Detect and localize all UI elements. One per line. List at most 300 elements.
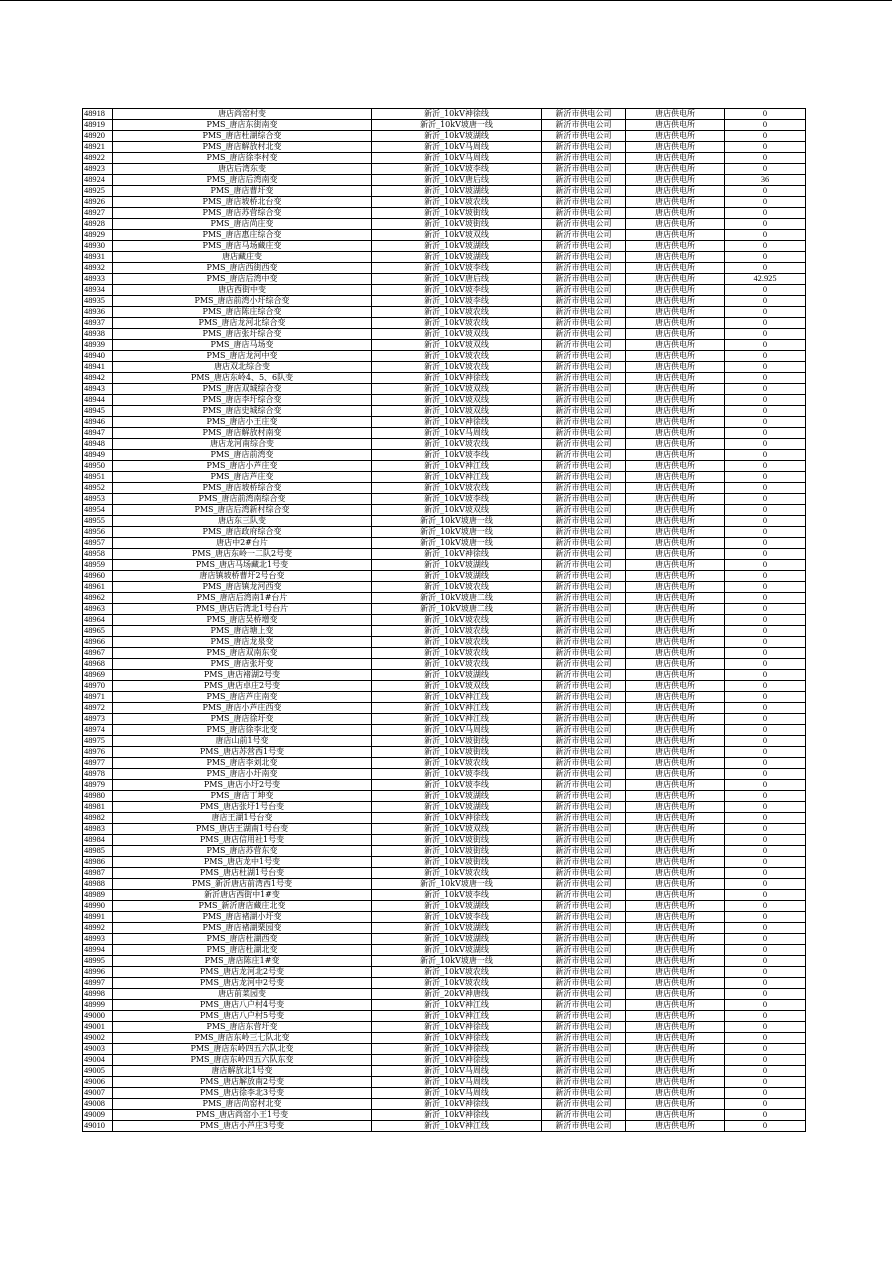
transformer-name-cell: 唐店东三队变 bbox=[113, 516, 372, 527]
row-id-cell: 48996 bbox=[83, 967, 113, 978]
value-cell: 0 bbox=[725, 593, 806, 604]
company-cell: 新沂市供电公司 bbox=[542, 1000, 626, 1011]
value-cell: 0 bbox=[725, 263, 806, 274]
feeder-line-cell: 新沂_10kV坡湖线 bbox=[372, 901, 542, 912]
value-cell: 0 bbox=[725, 417, 806, 428]
station-cell: 唐店供电所 bbox=[626, 384, 725, 395]
table-row bbox=[83, 571, 806, 582]
transformer-name-cell: PMS_唐店小芦庄西变 bbox=[113, 703, 372, 714]
value-cell: 0 bbox=[725, 934, 806, 945]
feeder-line-cell: 新沂_10kV坡湖线 bbox=[372, 560, 542, 571]
table-row bbox=[83, 560, 806, 571]
company-cell: 新沂市供电公司 bbox=[542, 780, 626, 791]
feeder-line-cell: 新沂_10kV坡湖线 bbox=[372, 934, 542, 945]
transformer-name-cell: PMS_唐店芦庄变 bbox=[113, 472, 372, 483]
transformer-name-cell: PMS_唐店八户村4号变 bbox=[113, 1000, 372, 1011]
station-cell: 唐店供电所 bbox=[626, 1077, 725, 1088]
feeder-line-cell: 新沂_10kV坡湖线 bbox=[372, 670, 542, 681]
table-row bbox=[83, 428, 806, 439]
row-id-cell: 48921 bbox=[83, 142, 113, 153]
transformer-name-cell: PMS_唐店后湾中变 bbox=[113, 274, 372, 285]
value-cell: 0 bbox=[725, 923, 806, 934]
value-cell: 0 bbox=[725, 450, 806, 461]
table-row bbox=[83, 197, 806, 208]
row-id-cell: 48956 bbox=[83, 527, 113, 538]
row-id-cell: 48918 bbox=[83, 109, 113, 120]
transformer-name-cell: PMS_唐店史城综合变 bbox=[113, 406, 372, 417]
value-cell: 0 bbox=[725, 824, 806, 835]
row-id-cell: 48927 bbox=[83, 208, 113, 219]
row-id-cell: 48944 bbox=[83, 395, 113, 406]
value-cell: 0 bbox=[725, 1033, 806, 1044]
station-cell: 唐店供电所 bbox=[626, 901, 725, 912]
row-id-cell: 48971 bbox=[83, 692, 113, 703]
transformer-name-cell: PMS_唐店徐李村变 bbox=[113, 153, 372, 164]
table-row bbox=[83, 538, 806, 549]
transformer-name-cell: PMS_唐店龙河中变 bbox=[113, 351, 372, 362]
table-row bbox=[83, 692, 806, 703]
value-cell: 0 bbox=[725, 351, 806, 362]
table-row bbox=[83, 901, 806, 912]
row-id-cell: 48983 bbox=[83, 824, 113, 835]
table-row bbox=[83, 923, 806, 934]
table-row bbox=[83, 967, 806, 978]
station-cell: 唐店供电所 bbox=[626, 1088, 725, 1099]
table-row bbox=[83, 307, 806, 318]
table-row bbox=[83, 890, 806, 901]
station-cell: 唐店供电所 bbox=[626, 978, 725, 989]
row-id-cell: 48935 bbox=[83, 296, 113, 307]
row-id-cell: 48943 bbox=[83, 384, 113, 395]
value-cell: 0 bbox=[725, 1066, 806, 1077]
value-cell: 0 bbox=[725, 505, 806, 516]
company-cell: 新沂市供电公司 bbox=[542, 802, 626, 813]
company-cell: 新沂市供电公司 bbox=[542, 1044, 626, 1055]
value-cell: 0 bbox=[725, 186, 806, 197]
value-cell: 0 bbox=[725, 879, 806, 890]
feeder-line-cell: 新沂_10kV神江线 bbox=[372, 1000, 542, 1011]
table-row bbox=[83, 373, 806, 384]
company-cell: 新沂市供电公司 bbox=[542, 978, 626, 989]
value-cell: 0 bbox=[725, 1011, 806, 1022]
table-row bbox=[83, 648, 806, 659]
value-cell: 0 bbox=[725, 758, 806, 769]
feeder-line-cell: 新沂_10kV坡唐一线 bbox=[372, 879, 542, 890]
transformer-name-cell: PMS_唐店解放南2号变 bbox=[113, 1077, 372, 1088]
value-cell: 0 bbox=[725, 956, 806, 967]
row-id-cell: 48998 bbox=[83, 989, 113, 1000]
value-cell: 0 bbox=[725, 252, 806, 263]
feeder-line-cell: 新沂_10kV坡湖线 bbox=[372, 791, 542, 802]
table-row bbox=[83, 1022, 806, 1033]
transformer-name-cell: PMS_唐店八户村5号变 bbox=[113, 1011, 372, 1022]
table-row bbox=[83, 1110, 806, 1121]
transformer-name-cell: PMS_唐店卓庄2号变 bbox=[113, 681, 372, 692]
row-id-cell: 48969 bbox=[83, 670, 113, 681]
company-cell: 新沂市供电公司 bbox=[542, 274, 626, 285]
feeder-line-cell: 新沂_10kV坡农线 bbox=[372, 868, 542, 879]
feeder-line-cell: 新沂_10kV神徐线 bbox=[372, 373, 542, 384]
transformer-name-cell: PMS_唐店前湾小圩综合变 bbox=[113, 296, 372, 307]
transformer-name-cell: PMS_唐店龙中1号变 bbox=[113, 857, 372, 868]
transformer-name-cell: 唐店前菜园变 bbox=[113, 989, 372, 1000]
value-cell: 0 bbox=[725, 714, 806, 725]
value-cell: 0 bbox=[725, 769, 806, 780]
company-cell: 新沂市供电公司 bbox=[542, 175, 626, 186]
transformer-name-cell: PMS_唐店小芦庄变 bbox=[113, 461, 372, 472]
feeder-line-cell: 新沂_10kV坡湖线 bbox=[372, 252, 542, 263]
company-cell: 新沂市供电公司 bbox=[542, 219, 626, 230]
station-cell: 唐店供电所 bbox=[626, 1121, 725, 1132]
feeder-line-cell: 新沂_10kV马周线 bbox=[372, 1088, 542, 1099]
table-row bbox=[83, 230, 806, 241]
feeder-line-cell: 新沂_10kV坡农线 bbox=[372, 318, 542, 329]
station-cell: 唐店供电所 bbox=[626, 736, 725, 747]
table-row bbox=[83, 472, 806, 483]
company-cell: 新沂市供电公司 bbox=[542, 120, 626, 131]
value-cell: 0 bbox=[725, 362, 806, 373]
table-row bbox=[83, 1121, 806, 1132]
company-cell: 新沂市供电公司 bbox=[542, 934, 626, 945]
table-row bbox=[83, 879, 806, 890]
value-cell: 0 bbox=[725, 219, 806, 230]
station-cell: 唐店供电所 bbox=[626, 241, 725, 252]
station-cell: 唐店供电所 bbox=[626, 967, 725, 978]
transformer-name-cell: PMS_唐店小圩南变 bbox=[113, 769, 372, 780]
company-cell: 新沂市供电公司 bbox=[542, 230, 626, 241]
row-id-cell: 49007 bbox=[83, 1088, 113, 1099]
feeder-line-cell: 新沂_10kV坡唐一线 bbox=[372, 120, 542, 131]
value-cell: 0 bbox=[725, 648, 806, 659]
value-cell: 0 bbox=[725, 329, 806, 340]
row-id-cell: 49010 bbox=[83, 1121, 113, 1132]
value-cell: 0 bbox=[725, 241, 806, 252]
value-cell: 0 bbox=[725, 626, 806, 637]
row-id-cell: 48989 bbox=[83, 890, 113, 901]
feeder-line-cell: 新沂_10kV坡唐一线 bbox=[372, 527, 542, 538]
company-cell: 新沂市供电公司 bbox=[542, 1022, 626, 1033]
row-id-cell: 49006 bbox=[83, 1077, 113, 1088]
table-row bbox=[83, 582, 806, 593]
row-id-cell: 48938 bbox=[83, 329, 113, 340]
transformer-name-cell: PMS_唐店张圩变 bbox=[113, 659, 372, 670]
row-id-cell: 48949 bbox=[83, 450, 113, 461]
station-cell: 唐店供电所 bbox=[626, 263, 725, 274]
transformer-name-cell: PMS_唐店坡桥北台变 bbox=[113, 197, 372, 208]
value-cell: 0 bbox=[725, 120, 806, 131]
table-row bbox=[83, 439, 806, 450]
transformer-name-cell: PMS_唐店东街南变 bbox=[113, 120, 372, 131]
station-cell: 唐店供电所 bbox=[626, 615, 725, 626]
station-cell: 唐店供电所 bbox=[626, 329, 725, 340]
company-cell: 新沂市供电公司 bbox=[542, 505, 626, 516]
table-row bbox=[83, 417, 806, 428]
value-cell: 0 bbox=[725, 637, 806, 648]
company-cell: 新沂市供电公司 bbox=[542, 439, 626, 450]
transformer-name-cell: PMS_唐店尚窑小王1号变 bbox=[113, 1110, 372, 1121]
table-row bbox=[83, 384, 806, 395]
value-cell: 0 bbox=[725, 197, 806, 208]
row-id-cell: 49004 bbox=[83, 1055, 113, 1066]
row-id-cell: 48926 bbox=[83, 197, 113, 208]
row-id-cell: 48920 bbox=[83, 131, 113, 142]
station-cell: 唐店供电所 bbox=[626, 692, 725, 703]
table-row bbox=[83, 274, 806, 285]
row-id-cell: 48967 bbox=[83, 648, 113, 659]
feeder-line-cell: 新沂_10kV坡双线 bbox=[372, 384, 542, 395]
transformer-name-cell: PMS_唐店双南东变 bbox=[113, 648, 372, 659]
transformer-name-cell: PMS_唐店东岭一二队2号变 bbox=[113, 549, 372, 560]
station-cell: 唐店供电所 bbox=[626, 769, 725, 780]
transformer-name-cell: PMS_唐店王湖南1号台变 bbox=[113, 824, 372, 835]
table-row bbox=[83, 802, 806, 813]
company-cell: 新沂市供电公司 bbox=[542, 956, 626, 967]
company-cell: 新沂市供电公司 bbox=[542, 879, 626, 890]
transformer-name-cell: PMS_唐店曹圩变 bbox=[113, 186, 372, 197]
value-cell: 0 bbox=[725, 747, 806, 758]
station-cell: 唐店供电所 bbox=[626, 164, 725, 175]
feeder-line-cell: 新沂_10kV马周线 bbox=[372, 1066, 542, 1077]
feeder-line-cell: 新沂_10kV马周线 bbox=[372, 428, 542, 439]
value-cell: 0 bbox=[725, 494, 806, 505]
table-row bbox=[83, 736, 806, 747]
transformer-name-cell: PMS_唐店信用社1号变 bbox=[113, 835, 372, 846]
feeder-line-cell: 新沂_10kV神江线 bbox=[372, 703, 542, 714]
value-cell: 0 bbox=[725, 813, 806, 824]
feeder-line-cell: 新沂_10kV坡湖线 bbox=[372, 571, 542, 582]
station-cell: 唐店供电所 bbox=[626, 1022, 725, 1033]
feeder-line-cell: 新沂_10kV坡农线 bbox=[372, 197, 542, 208]
transformer-name-cell: 唐店西街中变 bbox=[113, 285, 372, 296]
company-cell: 新沂市供电公司 bbox=[542, 637, 626, 648]
feeder-line-cell: 新沂_10kV神徐线 bbox=[372, 1033, 542, 1044]
feeder-line-cell: 新沂_10kV坡湖线 bbox=[372, 131, 542, 142]
value-cell: 0 bbox=[725, 681, 806, 692]
station-cell: 唐店供电所 bbox=[626, 175, 725, 186]
table-row bbox=[83, 956, 806, 967]
feeder-line-cell: 新沂_10kV马周线 bbox=[372, 153, 542, 164]
company-cell: 新沂市供电公司 bbox=[542, 307, 626, 318]
company-cell: 新沂市供电公司 bbox=[542, 824, 626, 835]
transformer-name-cell: PMS_唐店前湾变 bbox=[113, 450, 372, 461]
row-id-cell: 48995 bbox=[83, 956, 113, 967]
station-cell: 唐店供电所 bbox=[626, 780, 725, 791]
feeder-line-cell: 新沂_10kV坡农线 bbox=[372, 439, 542, 450]
transformer-name-cell: PMS_唐店尚窑村北变 bbox=[113, 1099, 372, 1110]
row-id-cell: 48970 bbox=[83, 681, 113, 692]
company-cell: 新沂市供电公司 bbox=[542, 703, 626, 714]
station-cell: 唐店供电所 bbox=[626, 109, 725, 120]
row-id-cell: 48961 bbox=[83, 582, 113, 593]
transformer-name-cell: PMS_唐店后湾新村综合变 bbox=[113, 505, 372, 516]
row-id-cell: 48953 bbox=[83, 494, 113, 505]
station-cell: 唐店供电所 bbox=[626, 703, 725, 714]
row-id-cell: 48979 bbox=[83, 780, 113, 791]
transformer-name-cell: 唐店镇坡桥曹圩2号台变 bbox=[113, 571, 372, 582]
company-cell: 新沂市供电公司 bbox=[542, 648, 626, 659]
table-row bbox=[83, 263, 806, 274]
value-cell: 0 bbox=[725, 1088, 806, 1099]
row-id-cell: 48940 bbox=[83, 351, 113, 362]
company-cell: 新沂市供电公司 bbox=[542, 318, 626, 329]
row-id-cell: 48976 bbox=[83, 747, 113, 758]
station-cell: 唐店供电所 bbox=[626, 1055, 725, 1066]
transformer-name-cell: 唐店后湾东变 bbox=[113, 164, 372, 175]
value-cell: 0 bbox=[725, 461, 806, 472]
row-id-cell: 48948 bbox=[83, 439, 113, 450]
feeder-line-cell: 新沂_10kV坡街线 bbox=[372, 736, 542, 747]
row-id-cell: 48977 bbox=[83, 758, 113, 769]
station-cell: 唐店供电所 bbox=[626, 395, 725, 406]
transformer-name-cell: PMS_唐店杜湖综合变 bbox=[113, 131, 372, 142]
transformer-name-cell: PMS_唐店龙河北综合变 bbox=[113, 318, 372, 329]
row-id-cell: 48925 bbox=[83, 186, 113, 197]
station-cell: 唐店供电所 bbox=[626, 1110, 725, 1121]
transformer-name-cell: 唐店山前1号变 bbox=[113, 736, 372, 747]
feeder-line-cell: 新沂_10kV坡唐二线 bbox=[372, 604, 542, 615]
station-cell: 唐店供电所 bbox=[626, 1011, 725, 1022]
table-row bbox=[83, 131, 806, 142]
row-id-cell: 48999 bbox=[83, 1000, 113, 1011]
value-cell: 0 bbox=[725, 549, 806, 560]
company-cell: 新沂市供电公司 bbox=[542, 186, 626, 197]
table-row bbox=[83, 604, 806, 615]
table-row bbox=[83, 186, 806, 197]
row-id-cell: 48937 bbox=[83, 318, 113, 329]
company-cell: 新沂市供电公司 bbox=[542, 1121, 626, 1132]
table-row bbox=[83, 494, 806, 505]
table-row bbox=[83, 164, 806, 175]
transformer-name-cell: PMS_唐店苏营西1号变 bbox=[113, 747, 372, 758]
value-cell: 0 bbox=[725, 802, 806, 813]
value-cell: 0 bbox=[725, 373, 806, 384]
transformer-name-cell: PMS_唐店苏营东变 bbox=[113, 846, 372, 857]
value-cell: 0 bbox=[725, 890, 806, 901]
row-id-cell: 48986 bbox=[83, 857, 113, 868]
feeder-line-cell: 新沂_10kV坡农线 bbox=[372, 967, 542, 978]
row-id-cell: 48994 bbox=[83, 945, 113, 956]
table-row bbox=[83, 461, 806, 472]
company-cell: 新沂市供电公司 bbox=[542, 967, 626, 978]
feeder-line-cell: 新沂_10kV坡街线 bbox=[372, 857, 542, 868]
value-cell: 0 bbox=[725, 1000, 806, 1011]
station-cell: 唐店供电所 bbox=[626, 285, 725, 296]
company-cell: 新沂市供电公司 bbox=[542, 131, 626, 142]
row-id-cell: 48991 bbox=[83, 912, 113, 923]
feeder-line-cell: 新沂_10kV坡农线 bbox=[372, 351, 542, 362]
feeder-line-cell: 新沂_10kV神徐线 bbox=[372, 109, 542, 120]
value-cell: 0 bbox=[725, 483, 806, 494]
table-row bbox=[83, 329, 806, 340]
station-cell: 唐店供电所 bbox=[626, 483, 725, 494]
station-cell: 唐店供电所 bbox=[626, 571, 725, 582]
company-cell: 新沂市供电公司 bbox=[542, 890, 626, 901]
row-id-cell: 48988 bbox=[83, 879, 113, 890]
value-cell: 0 bbox=[725, 296, 806, 307]
table-row bbox=[83, 505, 806, 516]
transformer-name-cell: PMS_唐店马场藏庄变 bbox=[113, 241, 372, 252]
row-id-cell: 48962 bbox=[83, 593, 113, 604]
station-cell: 唐店供电所 bbox=[626, 197, 725, 208]
table-row bbox=[83, 593, 806, 604]
value-cell: 0 bbox=[725, 109, 806, 120]
table-row bbox=[83, 1088, 806, 1099]
value-cell: 0 bbox=[725, 736, 806, 747]
company-cell: 新沂市供电公司 bbox=[542, 1055, 626, 1066]
station-cell: 唐店供电所 bbox=[626, 362, 725, 373]
company-cell: 新沂市供电公司 bbox=[542, 1011, 626, 1022]
table-row bbox=[83, 934, 806, 945]
feeder-line-cell: 新沂_10kV唐后线 bbox=[372, 175, 542, 186]
transformer-name-cell: PMS_唐店坡桥综合变 bbox=[113, 483, 372, 494]
company-cell: 新沂市供电公司 bbox=[542, 714, 626, 725]
feeder-line-cell: 新沂_10kV坡李线 bbox=[372, 780, 542, 791]
table-row bbox=[83, 142, 806, 153]
value-cell: 0 bbox=[725, 868, 806, 879]
company-cell: 新沂市供电公司 bbox=[542, 384, 626, 395]
station-cell: 唐店供电所 bbox=[626, 296, 725, 307]
table-row bbox=[83, 285, 806, 296]
table-row bbox=[83, 912, 806, 923]
station-cell: 唐店供电所 bbox=[626, 725, 725, 736]
value-cell: 0 bbox=[725, 780, 806, 791]
value-cell: 0 bbox=[725, 1077, 806, 1088]
company-cell: 新沂市供电公司 bbox=[542, 813, 626, 824]
value-cell: 0 bbox=[725, 945, 806, 956]
row-id-cell: 48980 bbox=[83, 791, 113, 802]
company-cell: 新沂市供电公司 bbox=[542, 285, 626, 296]
table-row bbox=[83, 758, 806, 769]
value-cell: 0 bbox=[725, 153, 806, 164]
table-row bbox=[83, 1055, 806, 1066]
value-cell: 0 bbox=[725, 406, 806, 417]
table-row bbox=[83, 1000, 806, 1011]
transformer-name-cell: PMS_唐店东岭三七队北变 bbox=[113, 1033, 372, 1044]
company-cell: 新沂市供电公司 bbox=[542, 329, 626, 340]
feeder-line-cell: 新沂_10kV神江线 bbox=[372, 692, 542, 703]
feeder-line-cell: 新沂_10kV坡农线 bbox=[372, 582, 542, 593]
value-cell: 0 bbox=[725, 131, 806, 142]
table-row bbox=[83, 120, 806, 131]
table-row bbox=[83, 208, 806, 219]
company-cell: 新沂市供电公司 bbox=[542, 263, 626, 274]
row-id-cell: 48928 bbox=[83, 219, 113, 230]
table-row bbox=[83, 252, 806, 263]
row-id-cell: 48992 bbox=[83, 923, 113, 934]
company-cell: 新沂市供电公司 bbox=[542, 483, 626, 494]
table-row bbox=[83, 1066, 806, 1077]
row-id-cell: 48941 bbox=[83, 362, 113, 373]
feeder-line-cell: 新沂_10kV马周线 bbox=[372, 142, 542, 153]
station-cell: 唐店供电所 bbox=[626, 505, 725, 516]
value-cell: 0 bbox=[725, 1099, 806, 1110]
row-id-cell: 48972 bbox=[83, 703, 113, 714]
table-row bbox=[83, 527, 806, 538]
transformer-name-cell: 唐店双北综合变 bbox=[113, 362, 372, 373]
transformer-name-cell: PMS_唐店杜湖西变 bbox=[113, 934, 372, 945]
company-cell: 新沂市供电公司 bbox=[542, 593, 626, 604]
station-cell: 唐店供电所 bbox=[626, 1033, 725, 1044]
feeder-line-cell: 新沂_10kV坡农线 bbox=[372, 362, 542, 373]
company-cell: 新沂市供电公司 bbox=[542, 208, 626, 219]
table-row bbox=[83, 395, 806, 406]
company-cell: 新沂市供电公司 bbox=[542, 362, 626, 373]
company-cell: 新沂市供电公司 bbox=[542, 769, 626, 780]
company-cell: 新沂市供电公司 bbox=[542, 901, 626, 912]
transformer-name-cell: 唐店藏庄变 bbox=[113, 252, 372, 263]
station-cell: 唐店供电所 bbox=[626, 516, 725, 527]
transformer-name-cell: PMS_唐店丁坤变 bbox=[113, 791, 372, 802]
